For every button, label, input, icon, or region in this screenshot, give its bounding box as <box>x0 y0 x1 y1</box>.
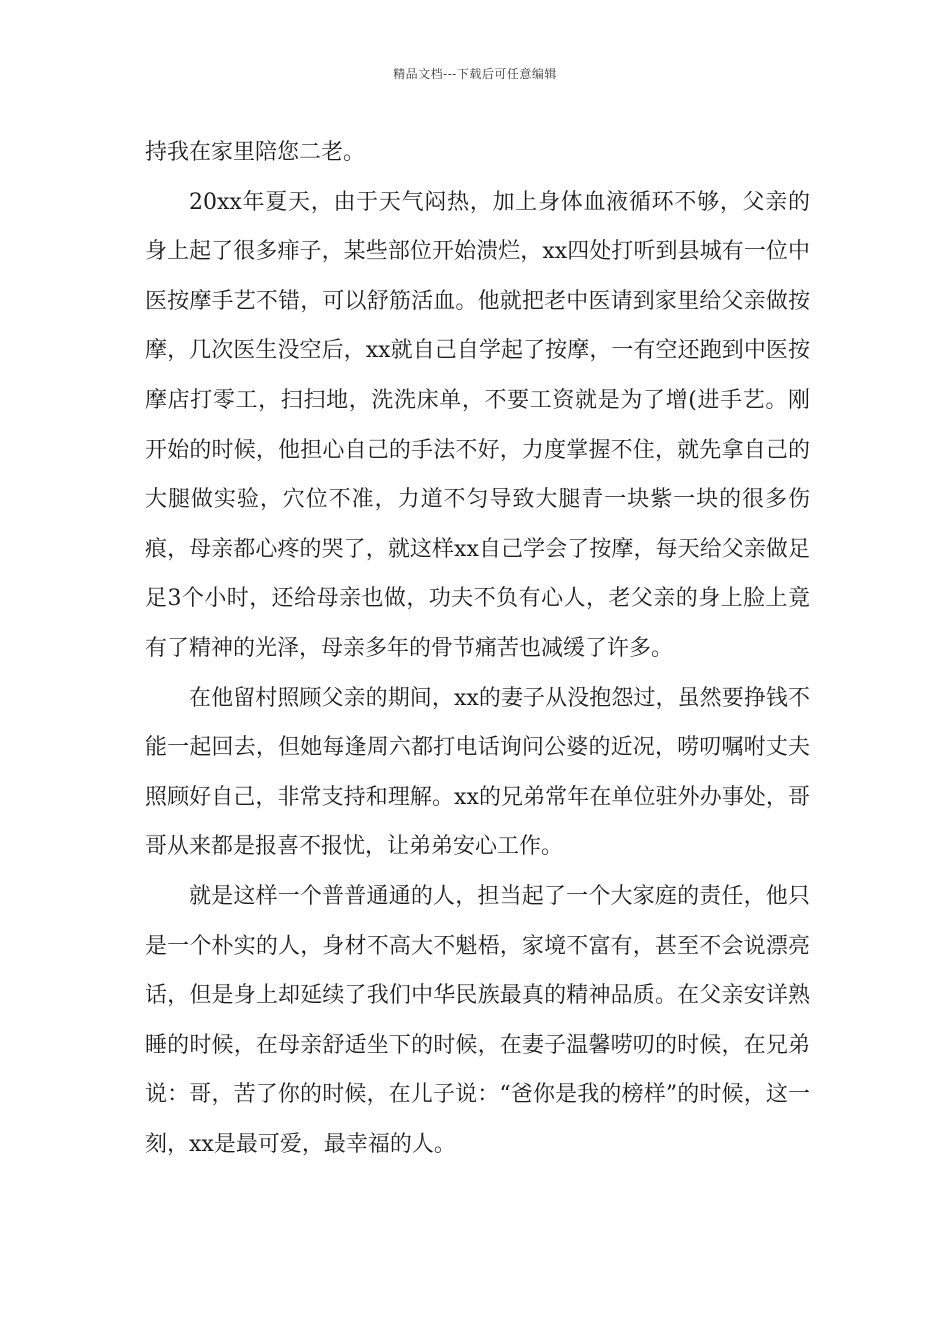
paragraph-family-support: 在他留村照顾父亲的期间，xx的妻子从没抱怨过，虽然要挣钱不能一起回去，但她每逢周六都打电话询问公婆的近况，唠叨嘱咐丈夫照顾好自己，非常支持和理解。xx的兄弟常年在单位驻外办事处，哥哥从来都是报喜不报忧，让弟弟安心工作。 <box>145 685 810 860</box>
document-body <box>145 128 810 1169</box>
page-header: 精品文档---下载后可任意编辑 <box>393 67 557 81</box>
paragraph-conclusion: 就是这样一个普普通通的人，担当起了一个大家庭的责任，他只是一个朴实的人，身材不高大不魁梧，家境不富有，甚至不会说漂亮话，但是身上却延续了我们中华民族最真的精神品质。在父亲安详熟睡的时候，在母亲舒适坐下的时候，在妻子温馨唠叨的时候，在兄弟说：哥，苦了你的时候，在儿子说：“爸你是我的榜样”的时候，这一刻，xx是最可爱，最幸福的人。 <box>145 883 810 1157</box>
paragraph-massage-story: 20xx年夏天，由于天气闷热，加上身体血液循环不够，父亲的身上起了很多痱子，某些部位开始溃烂，xx四处打听到县城有一位中医按摩手艺不错，可以舒筋活血。他就把老中医请到家里给父亲做按摩，几次医生没空后，xx就自己自学起了按摩，一有空还跑到中医按摩店打零工，扫扫地，洗洗床单，不要工资就是为了增(进手艺。刚开始的时候，他担心自己的手法不好，力度掌握不住，就先拿自己的大腿做实验，穴位不准，力道不匀导致大腿青一块紫一块的很多伤痕，母亲都心疼的哭了，就这样xx自己学会了按摩，每天给父亲做足足3个小时，还给母亲也做，功夫不负有心人，老父亲的身上脸上竟有了精神的光泽，母亲多年的骨节痛苦也减缓了许多。 <box>145 189 810 661</box>
paragraph-continuation: 持我在家里陪您二老。 <box>145 140 366 165</box>
